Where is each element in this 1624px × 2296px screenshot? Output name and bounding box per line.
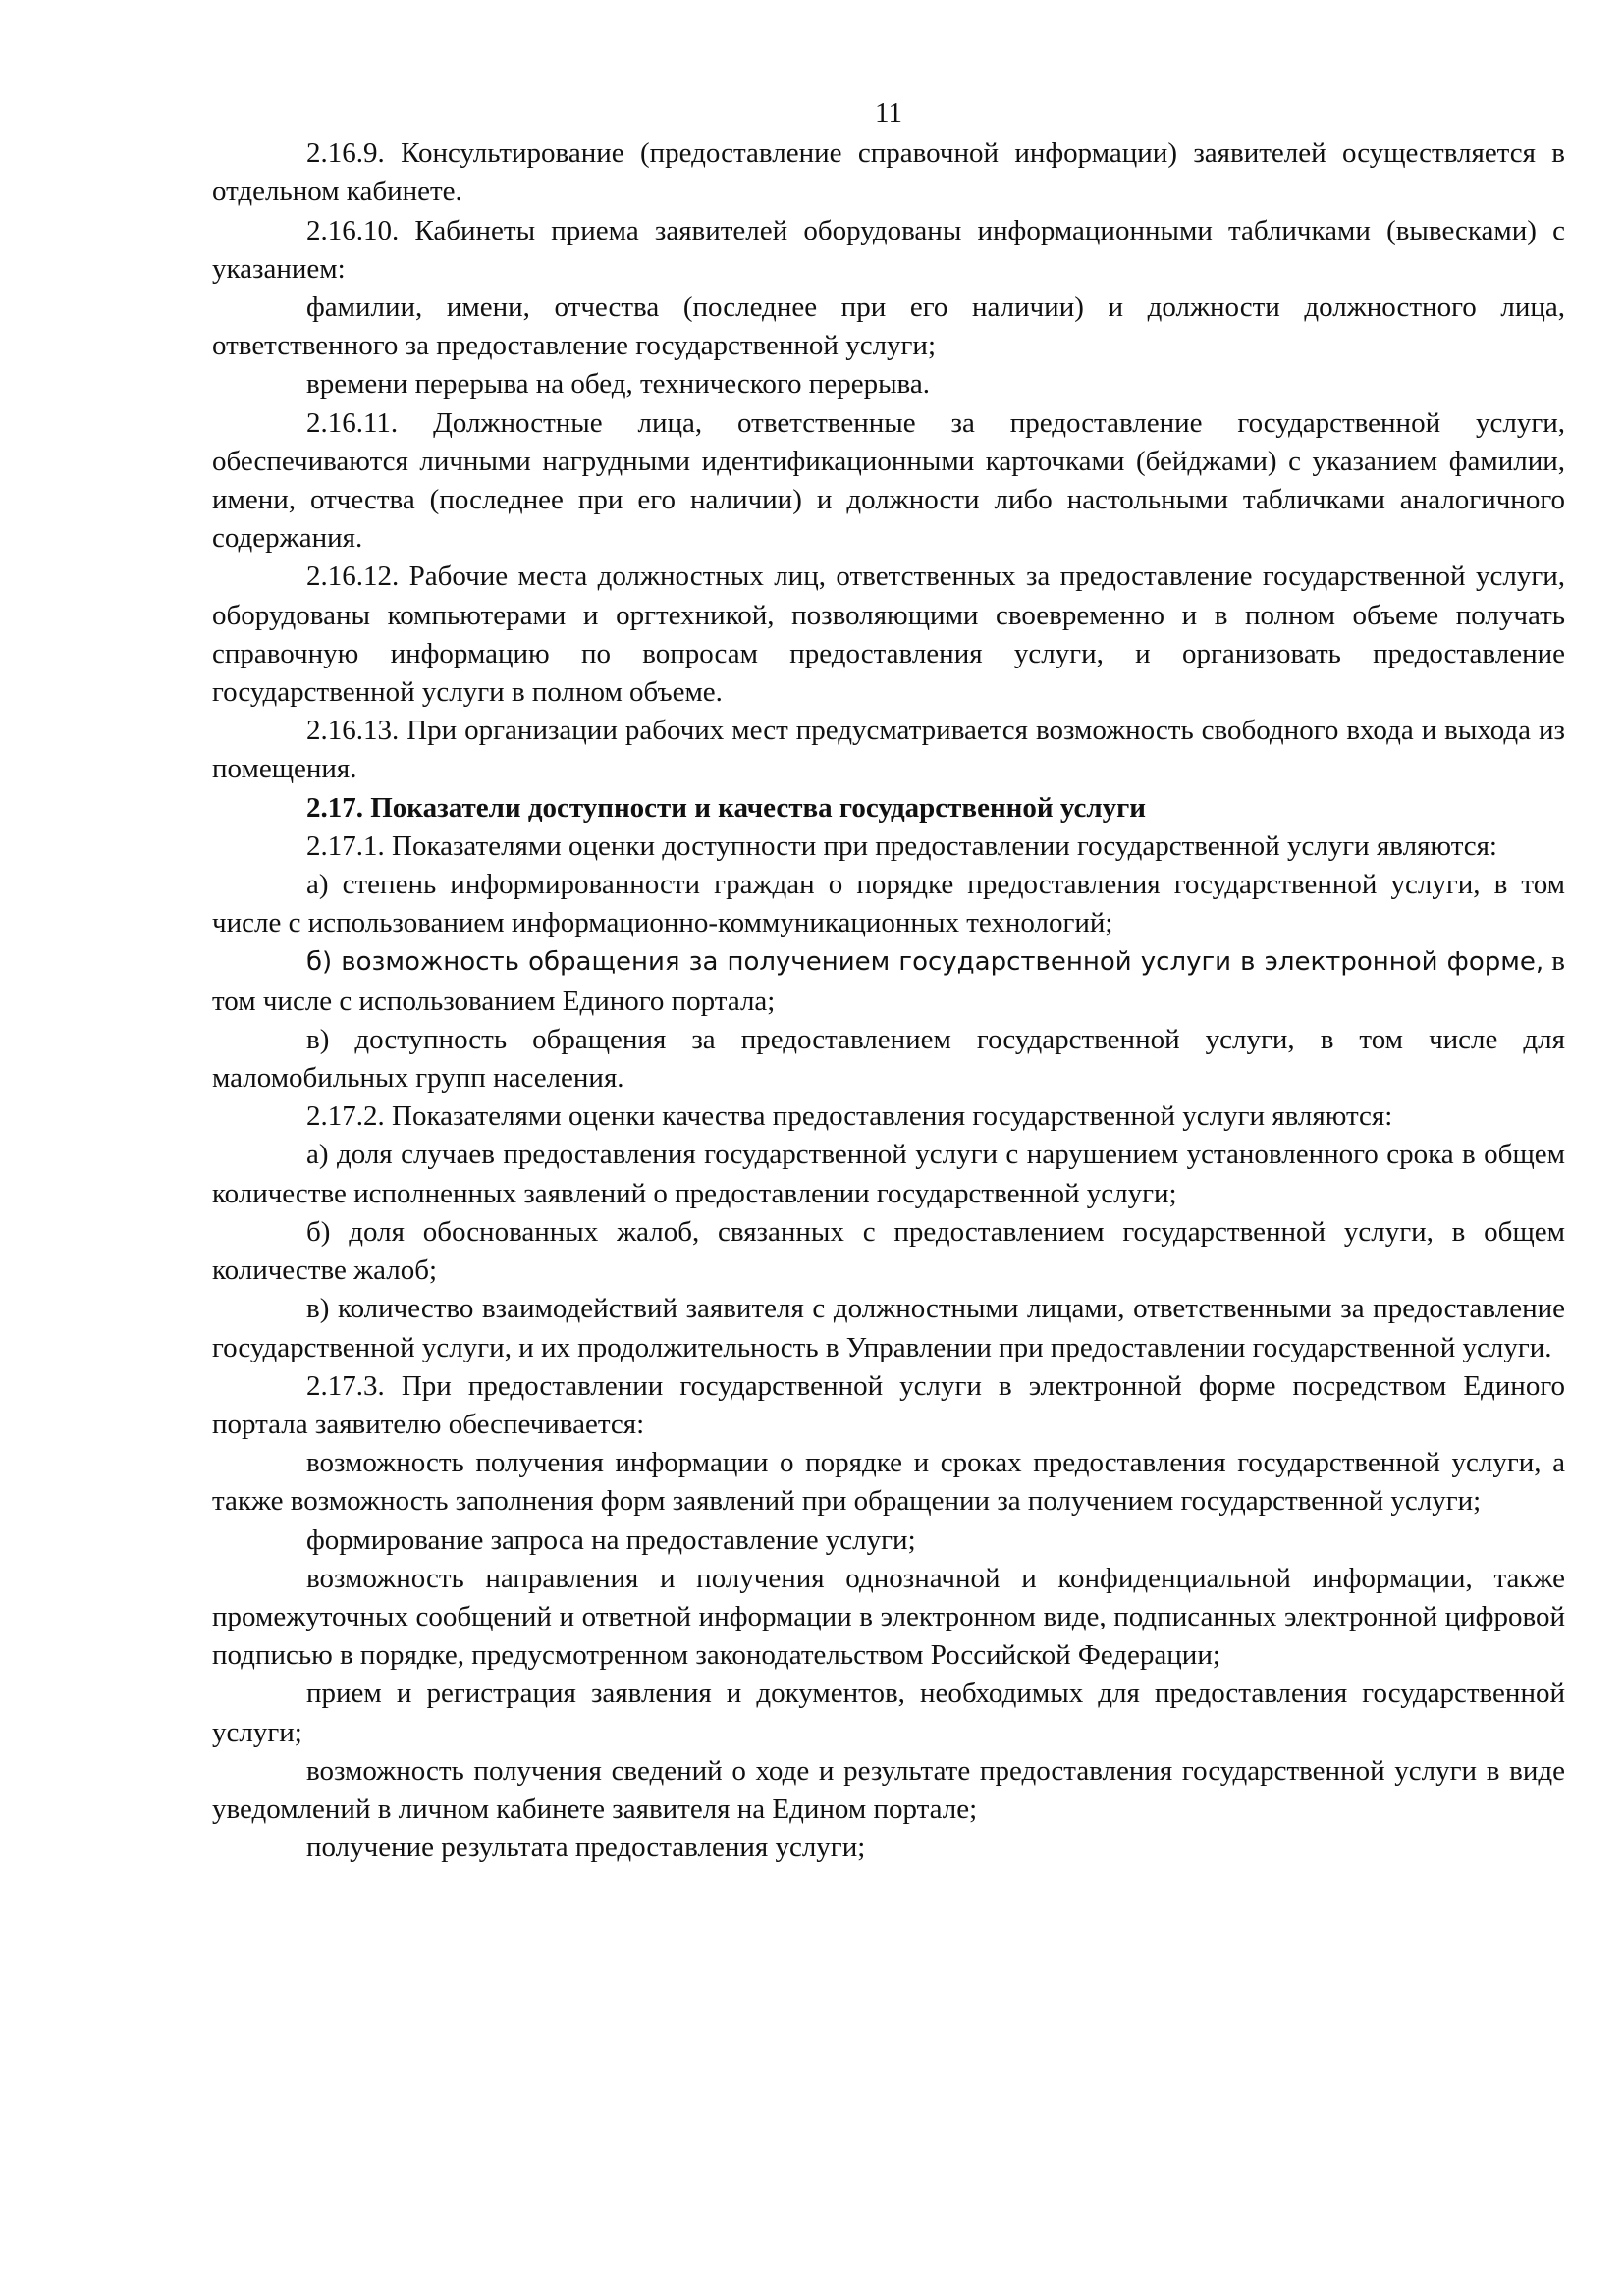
page-number: 11: [875, 97, 902, 129]
paragraph-2-16-9: 2.16.9. Консультирование (предоставление справочной информации) заявителей осуществляется в отдельном кабинете.: [212, 137, 1565, 208]
paragraph-2-17-1-item-v: в) доступность обращения за предоставлением государственной услуги, в том числе для маломобильных групп населения.: [212, 1023, 1565, 1095]
paragraph-2-17-3-item-result: получение результата предоставления услуги;: [306, 1832, 866, 1864]
paragraph-2-17-2: 2.17.2. Показателями оценки качества предоставления государственной услуги являются:: [306, 1100, 1393, 1133]
paragraph-2-17-2-item-v: в) количество взаимодействий заявителя с должностными лицами, ответственными за предоставление государственной услуги, и их продолжительность в Управлении при предоставлении государственной услуги.: [212, 1293, 1565, 1363]
paragraph-2-17-3-item-request: формирование запроса на предоставление услуги;: [306, 1523, 916, 1556]
document-page: [212, 94, 1565, 1867]
paragraph-2-17-1-item-a: а) степень информированности граждан о порядке предоставления государственной услуги, в том числе с использованием информационно-коммуникационных технологий;: [212, 869, 1565, 939]
paragraph-2-16-11: 2.16.11. Должностные лица, ответственные за предоставление государственной услуги, обеспечиваются личными нагрудными идентификационными карточками (бейджами) с указанием фамилии, имени, отчества (последнее при его наличии) и должности либо настольными табличками аналогичного содержания.: [212, 406, 1565, 555]
paragraph-2-16-13: 2.16.13. При организации рабочих мест предусматривается возможность свободного входа и выхода из помещения.: [212, 715, 1565, 785]
paragraph-2-17-3-item-status: возможность получения сведений о ходе и результате предоставления государственной услуги в виде уведомлений в личном кабинете заявителя на Едином портале;: [212, 1754, 1565, 1825]
paragraph-2-17-1-item-b: [212, 942, 1565, 1020]
paragraph-2-16-12: 2.16.12. Рабочие места должностных лиц, ответственных за предоставление государственной услуги, оборудованы компьютерами и оргтехникой, позволяющими своевременно и в полном объеме получать справочную информацию по вопросам предоставления услуги, и организовать предоставление государственной услуги в полном объеме.: [212, 561, 1565, 709]
paragraph-2-17-2-item-b: б) доля обоснованных жалоб, связанных с предоставлением государственной услуги, в общем количестве жалоб;: [212, 1215, 1565, 1287]
paragraph-2-17-3-item-registration: прием и регистрация заявления и документов, необходимых для предоставления государственной услуги;: [212, 1678, 1565, 1748]
paragraph-2-17-1-item-b-sans-text: б) возможность обращения за получением государственной услуги в электронной форме,: [306, 947, 1544, 978]
paragraph-2-17-1: 2.17.1. Показателями оценки доступности при предоставлении государственной услуги являются:: [306, 829, 1497, 862]
paragraph-2-16-10: 2.16.10. Кабинеты приема заявителей оборудованы информационными табличками (вывесками) с указанием:: [212, 214, 1565, 285]
paragraph-2-16-10-item-break: времени перерыва на обед, технического перерыва.: [306, 368, 930, 400]
paragraph-2-17-3: 2.17.3. При предоставлении государственной услуги в электронной форме посредством Единого портала заявителю обеспечивается:: [212, 1369, 1565, 1440]
paragraph-2-17-2-item-a: а) доля случаев предоставления государственной услуги с нарушением установленного срока в общем количестве исполненных заявлений о предоставлении государственной услуги;: [212, 1139, 1565, 1209]
paragraph-2-17-1-item-b-serif-text: в том числе с использованием Единого портала;: [212, 945, 1565, 1017]
section-heading-2-17: 2.17. Показатели доступности и качества государственной услуги: [306, 791, 1146, 824]
paragraph-2-17-3-item-messages: возможность направления и получения однозначной и конфиденциальной информации, также промежуточных сообщений и ответной информации в электронном виде, подписанных электронной цифровой подписью в порядке, предусмотренном законодательством Российской Федерации;: [212, 1562, 1565, 1672]
paragraph-2-17-3-item-info: возможность получения информации о порядке и сроках предоставления государственной услуги, а также возможность заполнения форм заявлений при обращении за получением государственной услуги;: [212, 1447, 1565, 1518]
paragraph-2-16-10-item-name: фамилии, имени, отчества (последнее при его наличии) и должности должностного лица, ответственного за предоставление государственной услуги;: [212, 292, 1565, 362]
